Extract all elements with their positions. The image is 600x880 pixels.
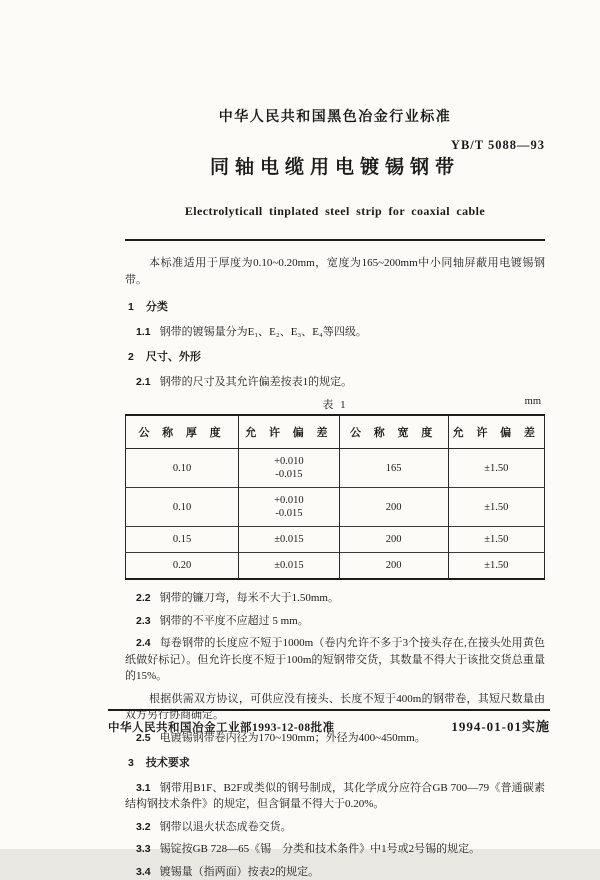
clause-number: 2.4 bbox=[136, 637, 151, 649]
table-1 bbox=[125, 414, 545, 580]
cell-thickness-tolerance bbox=[239, 449, 340, 488]
agreement-paragraph: 根据供需双方协议，可供应没有接头、长度不短于400m的钢带卷，其短尺数量由双方另行协商确定。 bbox=[125, 691, 545, 724]
footer-row bbox=[108, 716, 550, 735]
clause-number: 3.1 bbox=[136, 782, 151, 794]
clause-1-1 bbox=[125, 324, 545, 341]
table-1-block bbox=[125, 396, 545, 580]
cell-width-tolerance: ±1.50 bbox=[448, 553, 544, 580]
clause-2-1 bbox=[125, 374, 545, 391]
clause-number: 3.3 bbox=[136, 843, 151, 855]
header-divider bbox=[125, 239, 545, 241]
footer-divider bbox=[108, 709, 550, 711]
clause-text: 钢带的镰刀弯，每米不大于1.50mm。 bbox=[160, 592, 339, 604]
clause-text: 钢带用B1F、B2F或类似的钢号制成，其化学成分应符合GB 700—79《普通碳素结构钢技术条件》的规定，但含铜量不得大于0.20%。 bbox=[125, 782, 545, 811]
cell-width: 200 bbox=[339, 488, 448, 527]
tolerance-minus: -0.015 bbox=[241, 507, 337, 520]
table-1-unit-label: mm bbox=[525, 396, 541, 407]
cell-thickness-tolerance bbox=[239, 488, 340, 527]
clause-3-4 bbox=[125, 864, 545, 880]
clause-number: 2.3 bbox=[136, 615, 151, 627]
table-row bbox=[126, 449, 545, 488]
clause-number: 2.5 bbox=[136, 732, 151, 744]
clause-2-4 bbox=[125, 635, 545, 685]
document-title-en: Electrolyticall tinplated steel strip for coaxial cable bbox=[125, 204, 545, 219]
clause-text: 每卷钢带的长度应不短于1000m（卷内允许不多于3个接头存在,在接头处用黄色纸做好标记）。但允许长度不短于100m的短钢带交货，其数量不得大于该批交货总重量的15%。 bbox=[125, 637, 545, 682]
table-row bbox=[126, 553, 545, 580]
cell-thickness: 0.15 bbox=[126, 527, 239, 553]
standard-number: YB/T 5088—93 bbox=[451, 138, 545, 153]
cell-width-tolerance: ±1.50 bbox=[448, 488, 544, 527]
cell-thickness: 0.20 bbox=[126, 553, 239, 580]
clause-text: 钢带的镀锡量分为E₁、E₂、E₃、E₄等四级。 bbox=[160, 326, 367, 338]
clause-text: 电镀锡钢带卷内径为170~190mm；外径为400~450mm。 bbox=[160, 732, 426, 744]
clause-number: 2.1 bbox=[136, 376, 151, 388]
cell-thickness-tolerance: ±0.015 bbox=[239, 527, 340, 553]
clause-3-heading bbox=[125, 755, 545, 772]
clause-number: 2 bbox=[128, 351, 134, 363]
table-row bbox=[126, 527, 545, 553]
clause-number: 3.2 bbox=[136, 821, 151, 833]
clause-number: 2.2 bbox=[136, 592, 151, 604]
cell-width-tolerance: ±1.50 bbox=[448, 527, 544, 553]
standard-org-line: 中华人民共和国黑色冶金行业标准 bbox=[125, 106, 545, 126]
tolerance-plus: +0.010 bbox=[241, 494, 337, 507]
table-1-caption-row bbox=[125, 396, 545, 412]
table-header-row bbox=[126, 415, 545, 449]
tolerance-minus: -0.015 bbox=[241, 468, 337, 481]
page-footer bbox=[108, 709, 550, 735]
clause-number: 1.1 bbox=[136, 326, 151, 338]
col-header-nominal-width: 公 称 宽 度 bbox=[339, 415, 448, 449]
clause-text: 钢带的尺寸及其允许偏差按表1的规定。 bbox=[160, 376, 353, 388]
clause-3-3 bbox=[125, 841, 545, 858]
clause-2-heading bbox=[125, 349, 545, 366]
clause-2-2 bbox=[125, 590, 545, 607]
scope-paragraph: 本标准适用于厚度为0.10~0.20mm，宽度为165~200mm中小同轴屏蔽用电镀锡钢带。 bbox=[125, 255, 545, 289]
clause-number: 1 bbox=[128, 301, 134, 313]
col-header-thickness-tolerance: 允 许 偏 差 bbox=[239, 415, 340, 449]
tolerance-plus: +0.010 bbox=[241, 455, 337, 468]
clause-2-3 bbox=[125, 613, 545, 630]
clause-text: 镀锡量（指两面）按表2的规定。 bbox=[160, 866, 320, 878]
cell-thickness-tolerance: ±0.015 bbox=[239, 553, 340, 580]
table-1-caption: 表 1 bbox=[125, 396, 545, 412]
cell-width: 200 bbox=[339, 527, 448, 553]
clause-1-heading bbox=[125, 299, 545, 316]
implementation-date: 1994-01-01实施 bbox=[451, 716, 550, 735]
clause-number: 3 bbox=[128, 757, 134, 769]
col-header-nominal-thickness: 公 称 厚 度 bbox=[126, 415, 239, 449]
clause-text: 锡锭按GB 728—65《锡 分类和技术条件》中1号或2号锡的规定。 bbox=[160, 843, 481, 855]
cell-width-tolerance: ±1.50 bbox=[448, 449, 544, 488]
clause-text: 分类 bbox=[146, 301, 168, 313]
title-block bbox=[125, 130, 545, 196]
clause-text: 技术要求 bbox=[146, 757, 190, 769]
document-title-cn: 同轴电缆用电镀锡钢带 bbox=[125, 130, 545, 179]
cell-thickness: 0.10 bbox=[126, 488, 239, 527]
clause-number: 3.4 bbox=[136, 866, 151, 878]
approval-statement: 中华人民共和国冶金工业部1993-12-08批准 bbox=[108, 719, 335, 735]
cell-width: 165 bbox=[339, 449, 448, 488]
clause-3-2 bbox=[125, 819, 545, 836]
clause-text: 钢带的不平度不应超过 5 mm。 bbox=[160, 615, 309, 627]
cell-thickness: 0.10 bbox=[126, 449, 239, 488]
clause-3-1 bbox=[125, 780, 545, 813]
table-row bbox=[126, 488, 545, 527]
col-header-width-tolerance: 允 许 偏 差 bbox=[448, 415, 544, 449]
clause-text: 钢带以退火状态成卷交货。 bbox=[160, 821, 292, 833]
clause-text: 尺寸、外形 bbox=[146, 351, 201, 363]
cell-width: 200 bbox=[339, 553, 448, 580]
